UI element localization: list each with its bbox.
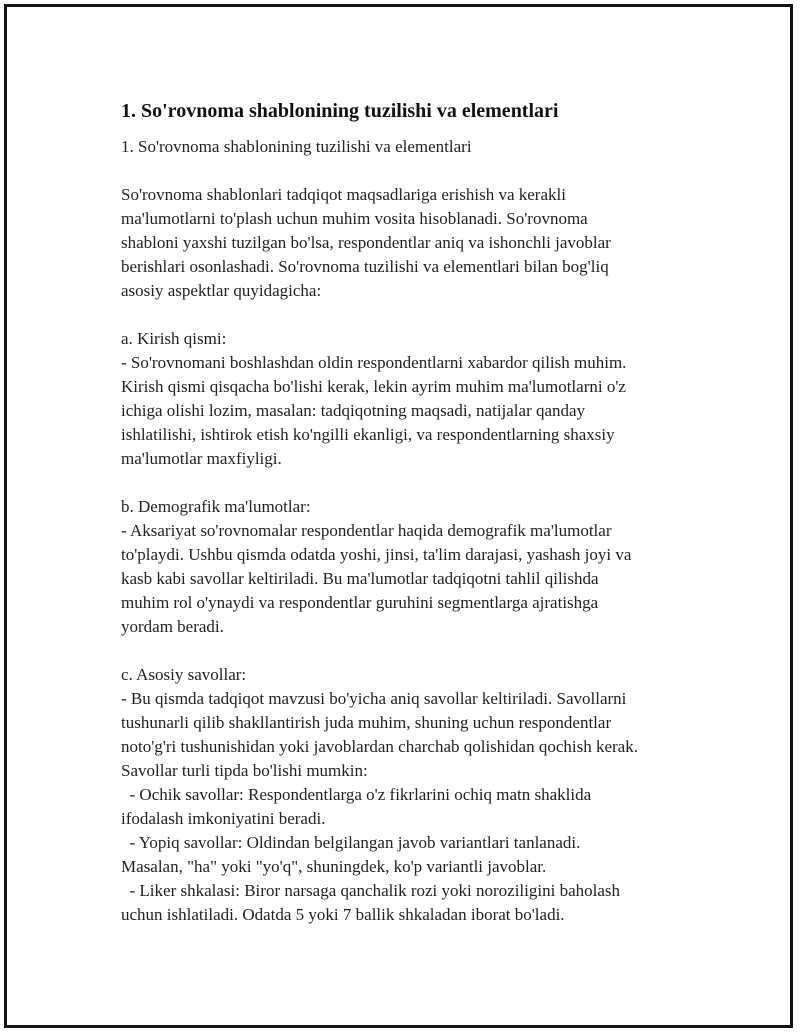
text-line: - Bu qismda tadqiqot mavzusi bo'yicha aniq savollar keltiriladi. Savollarni — [121, 689, 627, 708]
text-line: ma'lumotlar maxfiyligi. — [121, 449, 282, 468]
text-line: ma'lumotlarni to'plash uchun muhim vosita hisoblanadi. So'rovnoma — [121, 209, 588, 228]
document-page — [4, 4, 793, 1028]
text-line: - Aksariyat so'rovnomalar respondentlar haqida demografik ma'lumotlar — [121, 521, 612, 540]
text-line: Kirish qismi qisqacha bo'lishi kerak, lekin ayrim muhim ma'lumotlarni o'z — [121, 377, 626, 396]
text-line: ifodalash imkoniyatini beradi. — [121, 809, 326, 828]
document-heading: 1. So'rovnoma shablonining tuzilishi va elementlari — [121, 100, 559, 122]
text-line: shabloni yaxshi tuzilgan bo'lsa, respondentlar aniq va ishonchli javoblar — [121, 233, 611, 252]
text-line: So'rovnoma shablonlari tadqiqot maqsadlariga erishish va kerakli — [121, 185, 566, 204]
blank-line — [121, 471, 701, 495]
text-line: - Yopiq savollar: Oldindan belgilangan javob variantlari tanlanadi. — [121, 833, 581, 852]
text-line: a. Kirish qismi: — [121, 329, 227, 348]
text-line: - Ochik savollar: Respondentlarga o'z fikrlarini ochiq matn shaklida — [121, 785, 592, 804]
text-line: noto'g'ri tushunishidan yoki javoblardan charchab qolishidan qochish kerak. — [121, 737, 638, 756]
text-line: yordam beradi. — [121, 617, 224, 636]
text-line: kasb kabi savollar keltiriladi. Bu ma'lumotlar tadqiqotni tahlil qilishda — [121, 569, 599, 588]
document-content — [121, 97, 701, 927]
blank-line — [121, 303, 701, 327]
text-line: tushunarli qilib shakllantirish juda muhim, shuning uchun respondentlar — [121, 713, 612, 732]
text-line: asosiy aspektlar quyidagicha: — [121, 281, 322, 300]
text-line: berishlari osonlashadi. So'rovnoma tuzilishi va elementlari bilan bog'liq — [121, 257, 609, 276]
document-body — [121, 135, 701, 927]
text-line: Masalan, "ha" yoki "yo'q", shuningdek, ko'p variantli javoblar. — [121, 857, 547, 876]
text-line: 1. So'rovnoma shablonining tuzilishi va elementlari — [121, 137, 472, 156]
text-line: ishlatilishi, ishtirok etish ko'ngilli ekanligi, va respondentlarning shaxsiy — [121, 425, 615, 444]
text-line: muhim rol o'ynaydi va respondentlar guruhini segmentlarga ajratishga — [121, 593, 599, 612]
blank-line — [121, 159, 701, 183]
text-line: ichiga olishi lozim, masalan: tadqiqotning maqsadi, natijalar qanday — [121, 401, 586, 420]
text-line: c. Asosiy savollar: — [121, 665, 247, 684]
text-line: - So'rovnomani boshlashdan oldin respondentlarni xabardor qilish muhim. — [121, 353, 627, 372]
text-line: to'playdi. Ushbu qismda odatda yoshi, jinsi, ta'lim darajasi, yashash joyi va — [121, 545, 632, 564]
blank-line — [121, 639, 701, 663]
text-line: Savollar turli tipda bo'lishi mumkin: — [121, 761, 368, 780]
text-line: uchun ishlatiladi. Odatda 5 yoki 7 ballik shkaladan iborat bo'ladi. — [121, 905, 565, 924]
text-line: b. Demografik ma'lumotlar: — [121, 497, 311, 516]
text-line: - Liker shkalasi: Biror narsaga qanchalik rozi yoki noroziligini baholash — [121, 881, 621, 900]
